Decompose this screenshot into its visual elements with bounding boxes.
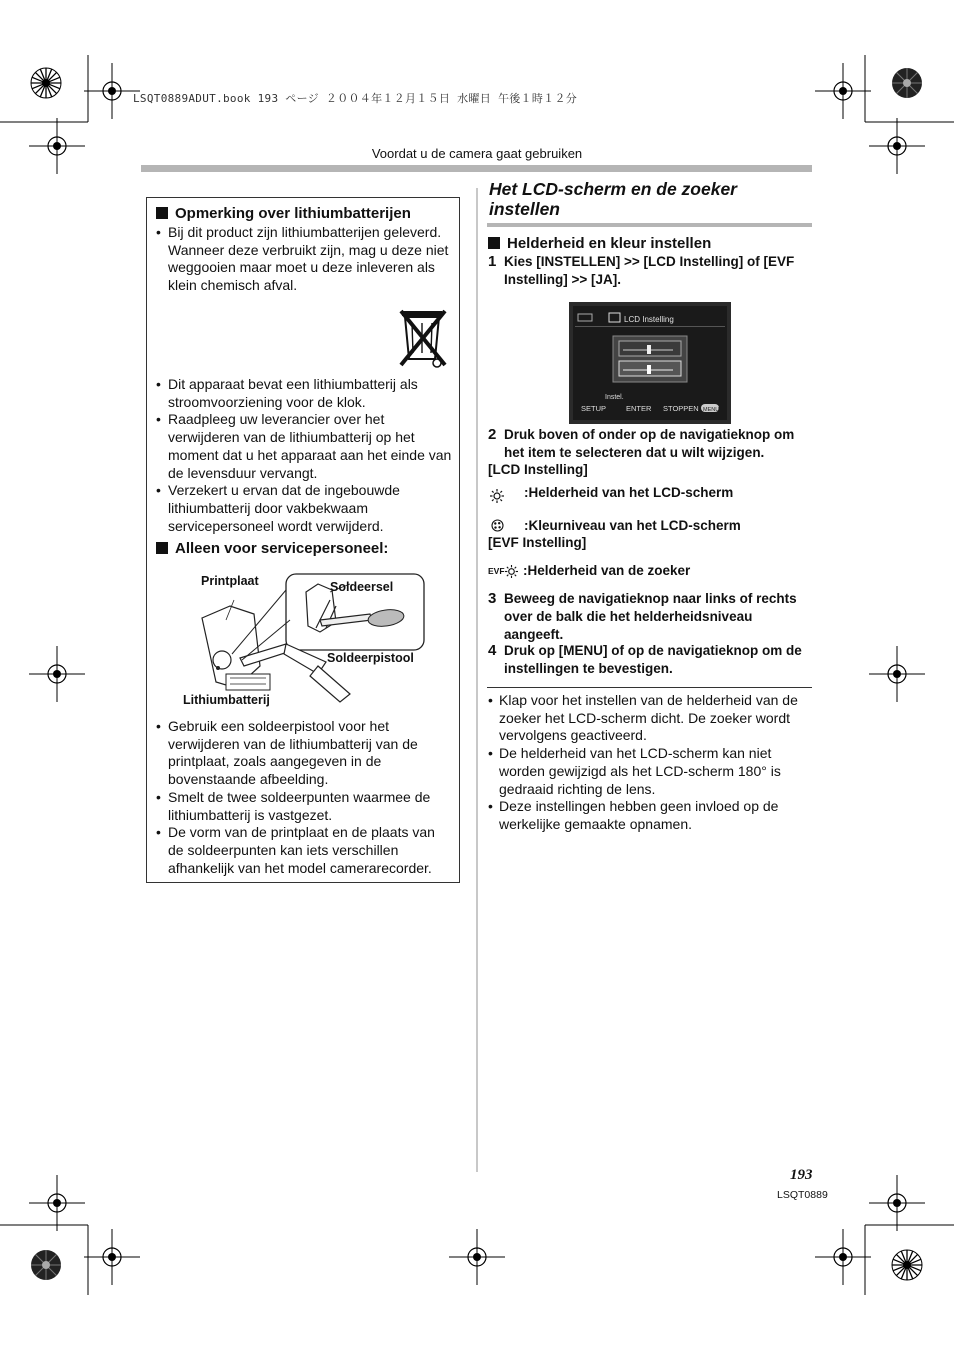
right-notes [488, 692, 813, 834]
square-bullet-icon [156, 207, 168, 219]
list-item: • Klap voor het instellen van de helderheid van de zoeker het LCD-scherm dicht. De zoeker wordt vervolgens geactiveerd. [488, 692, 813, 745]
section-heading-lithium: Opmerking over lithiumbatterijen [156, 205, 411, 222]
section-heading-service: Alleen voor servicepersoneel: [156, 540, 388, 557]
evf-brightness-text: :Helderheid van de zoeker [523, 563, 691, 578]
list-item: • Gebruik een soldeerpistool voor het verwijderen van de lithiumbatterij van de printplaat, zoals aangegeven in de bovenstaande afbeelding. [156, 718, 452, 789]
screen-enter: ENTER [626, 404, 652, 413]
label-printplaat: Printplaat [201, 574, 259, 588]
square-bullet-icon [156, 542, 168, 554]
step-3-text: Beweeg de navigatieknop naar links of rechts over de balk die het helderheidsniveau aangeeft. [504, 591, 797, 642]
step-2-text: Druk boven of onder op de navigatieknop om het item te selecteren dat u wilt wijzigen. [504, 427, 795, 460]
list-item: • Deze instellingen hebben geen invloed op de werkelijke gemaakte opnamen. [488, 798, 813, 833]
lithium-bullets-3 [156, 718, 452, 877]
star-mark-bottom-right [892, 1250, 922, 1280]
star-mark-top-left [31, 68, 61, 98]
step-1-text: Kies [INSTELLEN] >> [LCD Instelling] of [EVF Instelling] >> [JA]. [504, 254, 795, 287]
lcd-color-text: :Kleurniveau van het LCD-scherm [524, 518, 741, 533]
page-number: 193 [790, 1167, 813, 1183]
step-4-number: 4 [488, 642, 497, 659]
step-2-number: 2 [488, 426, 497, 443]
label-soldeersel: Soldeersel [330, 580, 394, 594]
label-lithiumbatterij: Lithiumbatterij [183, 693, 270, 707]
evf-setting-label: [EVF Instelling] [488, 535, 587, 550]
soldering-diagram [190, 570, 430, 710]
color-palette-icon [491, 519, 504, 532]
evf-sun-icon [505, 565, 518, 578]
notes-rule [487, 687, 812, 688]
label-soldeerpistool: Soldeerpistool [327, 651, 414, 665]
crossed-bin-icon [398, 305, 448, 371]
screen-setup: SETUP [581, 404, 607, 413]
lcd-setting-label: [LCD Instelling] [488, 462, 588, 477]
list-item: • Dit apparaat bevat een lithiumbatterij als stroomvoorziening voor de klok. [156, 376, 452, 411]
screen-menu-badge: MENU [703, 407, 720, 413]
evf-prefix: EVF [488, 566, 505, 576]
sun-brightness-icon [490, 489, 504, 503]
list-item: • De helderheid van het LCD-scherm kan niet worden gewijzigd als het LCD-scherm 180° is gedraaid richting de lens. [488, 745, 813, 798]
star-mark-bottom-left [31, 1250, 61, 1280]
square-bullet-icon [488, 237, 500, 249]
star-mark-top-right [892, 68, 922, 98]
print-slug: LSQT0889ADUT.book 193 ページ ２００４年１２月１５日 水曜日 午後１時１２分 [133, 92, 578, 105]
header-bar [141, 165, 812, 172]
step-1-number: 1 [488, 253, 497, 270]
section-heading-brightness: Helderheid en kleur instellen [488, 235, 711, 252]
screen-stop: STOPPEN [663, 404, 699, 413]
lithium-bullets-1 [156, 224, 452, 295]
step-4-text: Druk op [MENU] of op de navigatieknop om de instellingen te bevestigen. [504, 643, 802, 676]
lcd-settings-screen [569, 302, 731, 424]
step-3-number: 3 [488, 590, 497, 607]
list-item: • Smelt de twee soldeerpunten waarmee de lithiumbatterij is vastgezet. [156, 789, 452, 824]
screen-hint: Instel. [605, 394, 624, 401]
title-bar [487, 223, 812, 227]
screen-title: LCD Instelling [624, 315, 674, 324]
column-divider [476, 188, 478, 1172]
lcd-brightness-text: :Helderheid van het LCD-scherm [524, 485, 734, 500]
list-item: • Raadpleeg uw leverancier over het verwijderen van de lithiumbatterij op het moment dat u het apparaat aan het einde van de levensduur vervangt. [156, 411, 452, 482]
page-title: Het LCD-scherm en de zoeker instellen [489, 179, 737, 219]
lithium-bullets-2 [156, 376, 452, 535]
list-item: • De vorm van de printplaat en de plaats van de soldeerpunten kan iets verschillen afhankelijk van het model camerarecorder. [156, 824, 452, 877]
list-item: • Verzekert u ervan dat de ingebouwde lithiumbatterij door vakbekwaam servicepersoneel wordt verwijderd. [156, 482, 452, 535]
list-item: • Bij dit product zijn lithiumbatterijen geleverd. Wanneer deze verbruikt zijn, mag u deze niet weggooien maar moet u deze inleveren als klein chemisch afval. [156, 224, 452, 295]
document-code: LSQT0889 [777, 1189, 828, 1201]
running-header: Voordat u de camera gaat gebruiken [371, 146, 583, 161]
